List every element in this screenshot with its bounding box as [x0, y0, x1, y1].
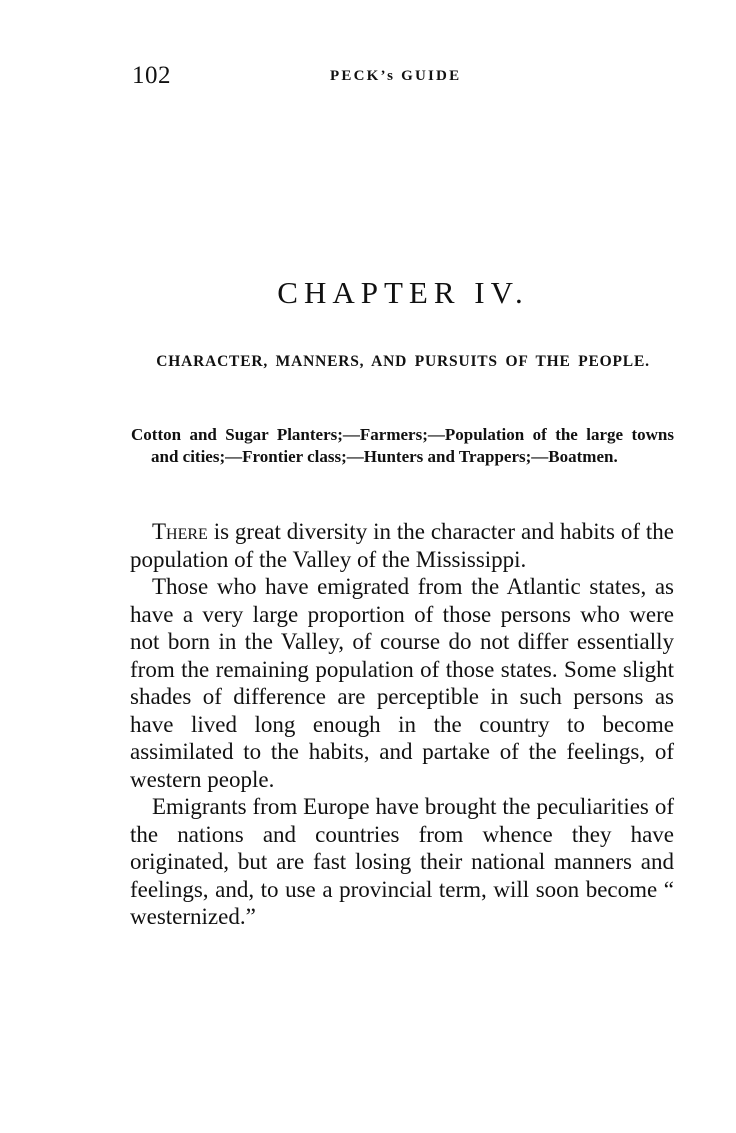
paragraph-2: Those who have emigrated from the Atlantic states, as have a very large proportion of those persons who were not born in the Valley, of course do not differ essentially from the remaining population of those states. Some slight shades of difference are perceptible in such persons as have lived long enough in the country to become assimilated to the habits, and partake of the feelings, of western people.: [130, 574, 674, 792]
chapter-title: CHAPTER IV.: [277, 275, 529, 310]
running-title: PECK’s GUIDE: [330, 68, 462, 84]
chapter-subtitle: CHARACTER, MANNERS, AND PURSUITS OF THE PEOPLE.: [156, 353, 650, 370]
running-head: [132, 62, 672, 92]
paragraph-1: [130, 518, 674, 573]
paragraph-3: Emigrants from Europe have brought the peculiarities of the nations and countries from whence they have originated, but are fast losing their national manners and feelings, and, to use a provincial term, will soon become “ westernized.”: [130, 794, 674, 929]
body-text: [130, 518, 674, 931]
chapter-synopsis: Cotton and Sugar Planters;—Farmers;—Population of the large towns and cities;—Frontier class;—Hunters and Trappers;—Boatmen.: [131, 425, 674, 466]
page-number: 102: [132, 62, 171, 89]
paragraph-1-text: is great diversity in the character and habits of the population of the Valley of the Mississippi.: [130, 519, 674, 572]
paragraph-1-lead: There: [152, 519, 208, 544]
